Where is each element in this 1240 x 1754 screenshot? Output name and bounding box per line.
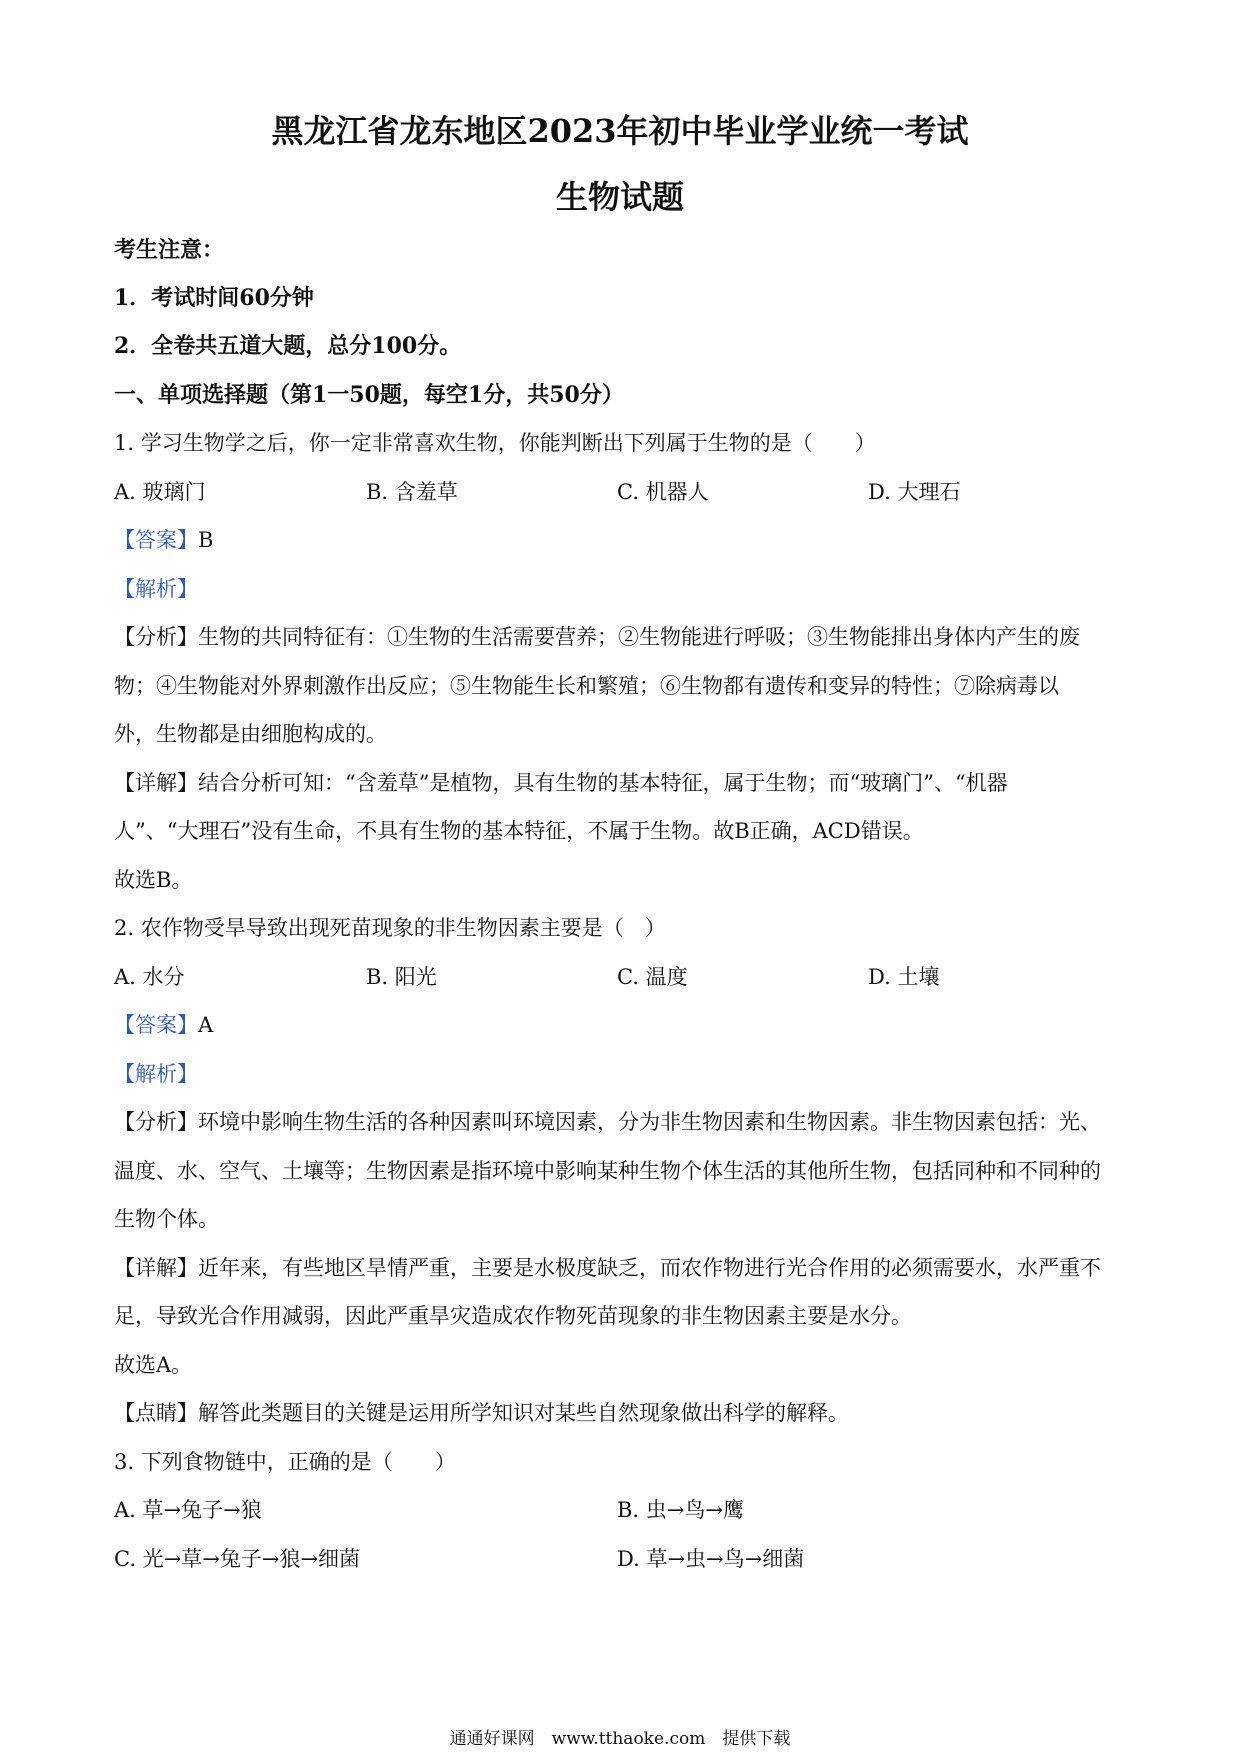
analysis-text: 环境中影响生物生活的各种因素叫环境因素，分为非生物因素和生物因素。非生物因素包括：光、 [198,1110,1101,1134]
notice-heading: 考生注意： [114,237,225,263]
analysis-tag: 【解析】 [114,577,198,601]
exam-subtitle: 生物试题 [555,178,684,216]
option-a: A. 水分 [114,965,185,989]
explain-text: 结合分析可知：“含羞草”是植物，具有生物的基本特征，属于生物；而“玻璃门”、“机器 [198,771,1008,795]
analysis-line [114,622,1134,652]
analysis-text: 物；④生物能对外界刺激作出反应；⑤生物能生长和繁殖；⑥生物都有遗传和变异的特性；⑦除病毒以 [114,674,1059,698]
option-b: B. 虫→鸟→鹰 [617,1498,744,1522]
analysis-text: 生物的共同特征有：①生物的生活需要营养；②生物能进行呼吸；③生物能排出身体内产生的废 [198,625,1080,649]
option-c: C. 温度 [617,965,688,989]
conclusion: 故选B。 [114,868,193,892]
option-b: B. 阳光 [366,965,437,989]
page-footer: 通通好课网 www.tthaoke.com 提供下载 [449,1729,791,1749]
analysis-line [114,1107,1134,1137]
exam-title: 黑龙江省龙东地区2023年初中毕业学业统一考试 [271,112,969,150]
answer-value: B [198,528,214,552]
analysis-text: 生物个体。 [114,1207,219,1231]
question-stem: 1. 学习生物学之后，你一定非常喜欢生物，你能判断出下列属于生物的是（ ） [114,431,876,455]
answer-value: A [198,1013,214,1037]
tip-line [114,1398,1134,1428]
option-c: C. 机器人 [617,480,709,504]
explain-text: 近年来，有些地区旱情严重，主要是水极度缺乏，而农作物进行光合作用的必须需要水，水严重不 [198,1256,1101,1280]
fenxi-tag: 【分析】 [114,1110,198,1134]
option-b: B. 含羞草 [366,480,458,504]
explain-line [114,1253,1134,1283]
explain-text: 足，导致光合作用减弱，因此严重旱灾造成农作物死苗现象的非生物因素主要是水分。 [114,1304,912,1328]
conclusion: 故选A。 [114,1353,193,1377]
notice-item: 1．考试时间60分钟 [114,285,314,311]
option-d: D. 草→虫→鸟→细菌 [617,1547,805,1571]
analysis-text: 温度、水、空气、土壤等；生物因素是指环境中影响某种生物个体生活的其他所生物，包括同种和不同种的 [114,1159,1101,1183]
answer-line [114,525,1134,555]
section-heading: 一、单项选择题（第1一50题，每空1分，共50分） [114,382,624,408]
answer-line [114,1010,1134,1040]
fenxi-tag: 【分析】 [114,625,198,649]
xiangjie-tag: 【详解】 [114,771,198,795]
xiangjie-tag: 【详解】 [114,1256,198,1280]
option-d: D. 大理石 [868,480,961,504]
analysis-tag: 【解析】 [114,1062,198,1086]
answer-tag: 【答案】 [114,528,198,552]
option-c: C. 光→草→兔子→狼→细菌 [114,1547,361,1571]
question-stem: 2. 农作物受旱导致出现死苗现象的非生物因素主要是（ ） [114,916,666,940]
question-stem: 3. 下列食物链中，正确的是（ ） [114,1450,456,1474]
dianjing-tag: 【点睛】 [114,1401,198,1425]
explain-text: 人”、“大理石”没有生命，不具有生物的基本特征，不属于生物。故B正确，ACD错误。 [114,819,924,843]
notice-item: 2．全卷共五道大题，总分100分。 [114,333,462,359]
option-d: D. 土壤 [868,965,940,989]
option-a: A. 玻璃门 [114,480,206,504]
tip-text: 解答此类题目的关键是运用所学知识对某些自然现象做出科学的解释。 [198,1401,849,1425]
option-a: A. 草→兔子→狼 [114,1498,262,1522]
analysis-text: 外，生物都是由细胞构成的。 [114,722,387,746]
explain-line [114,768,1134,798]
answer-tag: 【答案】 [114,1013,198,1037]
